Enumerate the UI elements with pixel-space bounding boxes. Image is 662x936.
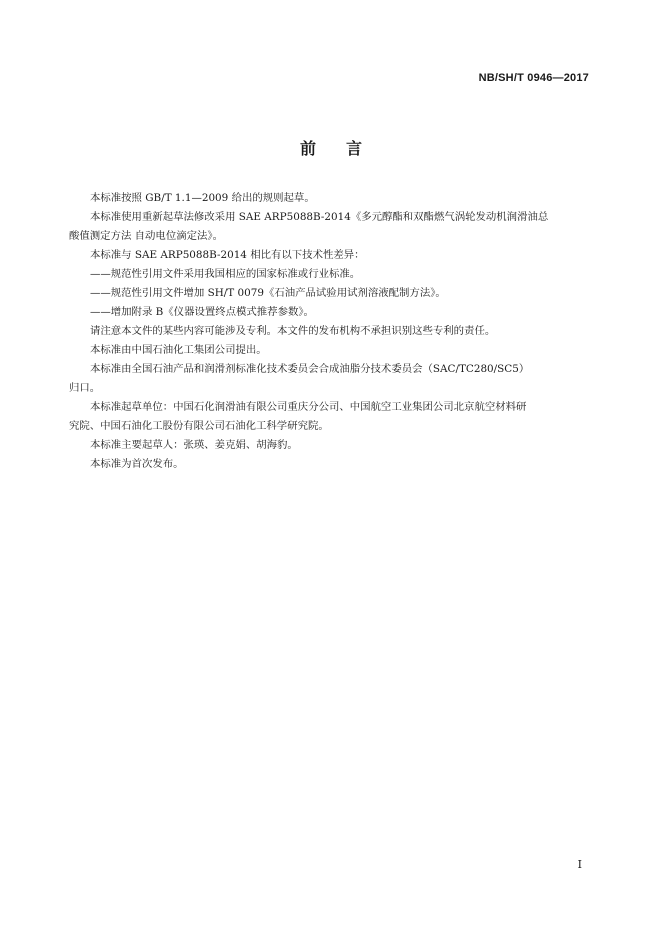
paragraph — [69, 398, 592, 436]
paragraph: 本标准为首次发布。 — [90, 458, 184, 470]
paragraph: 本标准与 SAE ARP5088B-2014 相比有以下技术性差异： — [90, 249, 365, 261]
paragraph — [69, 208, 592, 246]
paragraph-line: 本标准起草单位：中国石化润滑油有限公司重庆分公司、中国航空工业集团公司北京航空材料研 — [90, 401, 527, 413]
paragraph-continuation: 酸值测定方法 自动电位滴定法》。 — [69, 230, 223, 242]
list-item: ——规范性引用文件增加 SH/T 0079《石油产品试验用试剂溶液配制方法》。 — [90, 287, 446, 299]
page-title: 前言 — [299, 139, 392, 158]
document-code: NB/SH/T 0946—2017 — [478, 72, 589, 84]
paragraph — [69, 360, 592, 398]
list-item: ——规范性引用文件采用我国相应的国家标准或行业标准。 — [90, 268, 361, 280]
paragraph-continuation: 归口。 — [69, 382, 101, 394]
paragraph: 本标准由中国石油化工集团公司提出。 — [90, 344, 267, 356]
paragraph: 本标准主要起草人：张瑛、姜克娟、胡海豹。 — [90, 439, 298, 451]
paragraph-line: 本标准由全国石油产品和润滑剂标准化技术委员会合成油脂分技术委员会（SAC/TC280/SC5） — [90, 363, 530, 375]
foreword-body — [69, 189, 592, 474]
paragraph-continuation: 究院、中国石油化工股份有限公司石油化工科学研究院。 — [69, 420, 329, 432]
paragraph-line: 本标准使用重新起草法修改采用 SAE ARP5088B-2014《多元醇酯和双酯燃气涡轮发动机润滑油总 — [90, 211, 549, 223]
paragraph: 本标准按照 GB/T 1.1—2009 给出的规则起草。 — [90, 192, 315, 204]
paragraph: 请注意本文件的某些内容可能涉及专利。本文件的发布机构不承担识别这些专利的责任。 — [90, 325, 496, 337]
list-item: ——增加附录 B《仪器设置终点模式推荐参数》。 — [90, 306, 314, 318]
page-number: I — [577, 858, 582, 871]
